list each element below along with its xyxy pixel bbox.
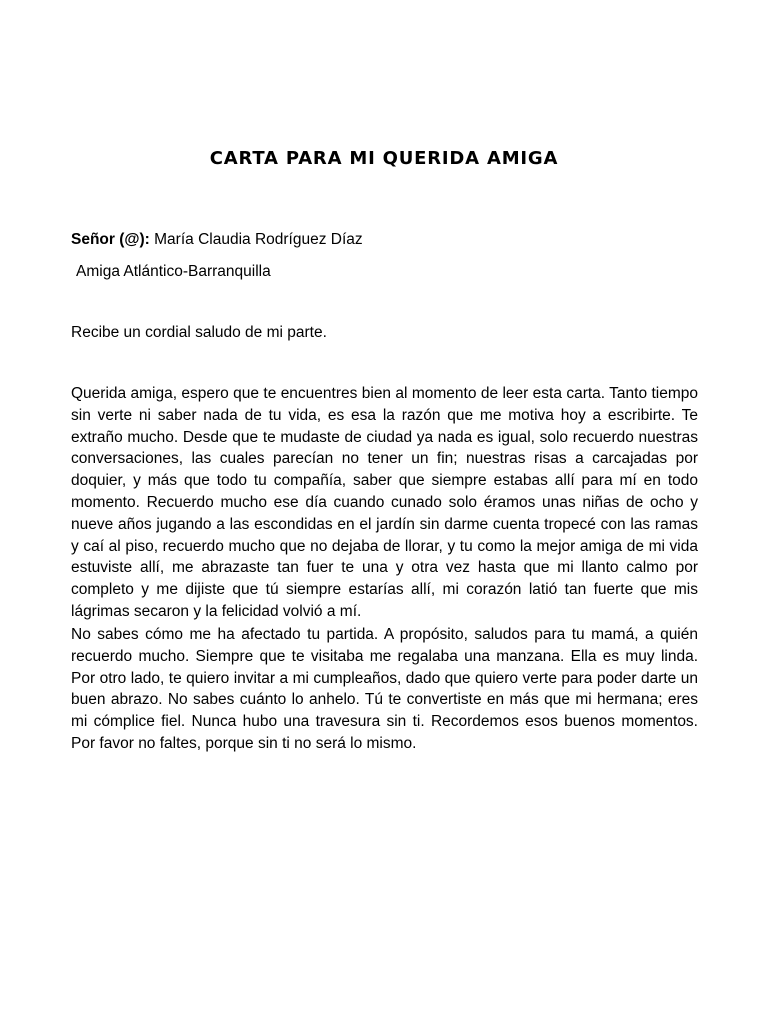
greeting: Recibe un cordial saludo de mi parte. bbox=[71, 324, 327, 341]
letter-title: CARTA PARA MI QUERIDA AMIGA bbox=[209, 148, 559, 169]
body-paragraph-2: No sabes cómo me ha afectado tu partida. A propósito, saludos para tu mamá, a quién recuerdo mucho. Siempre que te visitaba me regalaba una manzana. Ella es muy linda. Por otro lado, te quiero invitar a mi cumpleaños, dado que quiero verte para poder darte un buen abrazo. No sabes cuánto lo anhelo. Tú te convertiste en más que mi hermana; eres mi cómplice fiel. Nunca hubo una travesura sin ti. Recordemos esos buenos momentos. Por favor no faltes, porque sin ti no será lo mismo. bbox=[71, 626, 698, 752]
recipient-location: Amiga Atlántico-Barranquilla bbox=[76, 263, 271, 280]
recipient-name: María Claudia Rodríguez Díaz bbox=[149, 231, 363, 248]
recipient-line bbox=[71, 230, 363, 250]
recipient-label: Señor (@): bbox=[71, 231, 150, 248]
body-paragraph-1: Querida amiga, espero que te encuentres bien al momento de leer esta carta. Tanto tiempo sin verte ni saber nada de tu vida, es esa la razón que me motiva hoy a escribirte. Te extraño mucho. Desde que te mudaste de ciudad ya nada es igual, solo recuerdo nuestras conversaciones, las cuales parecían no tener un fin; nuestras risas a carcajadas por doquier, y más que todo tu compañía, saber que siempre estabas allí para mí en todo momento. Recuerdo mucho ese día cuando cunado solo éramos unas niñas de ocho y nueve años jugando a las escondidas en el jardín sin darme cuenta tropecé con las ramas y caí al piso, recuerdo mucho que no dejaba de llorar, y tu como la mejor amiga de mi vida estuviste allí, me abrazaste tan fuer te una y otra vez hasta que mi llanto calmo por completo y me dijiste que tú siempre estarías allí, mi corazón latió tan fuerte que mis lágrimas secaron y la felicidad volvió a mí. bbox=[71, 385, 698, 620]
